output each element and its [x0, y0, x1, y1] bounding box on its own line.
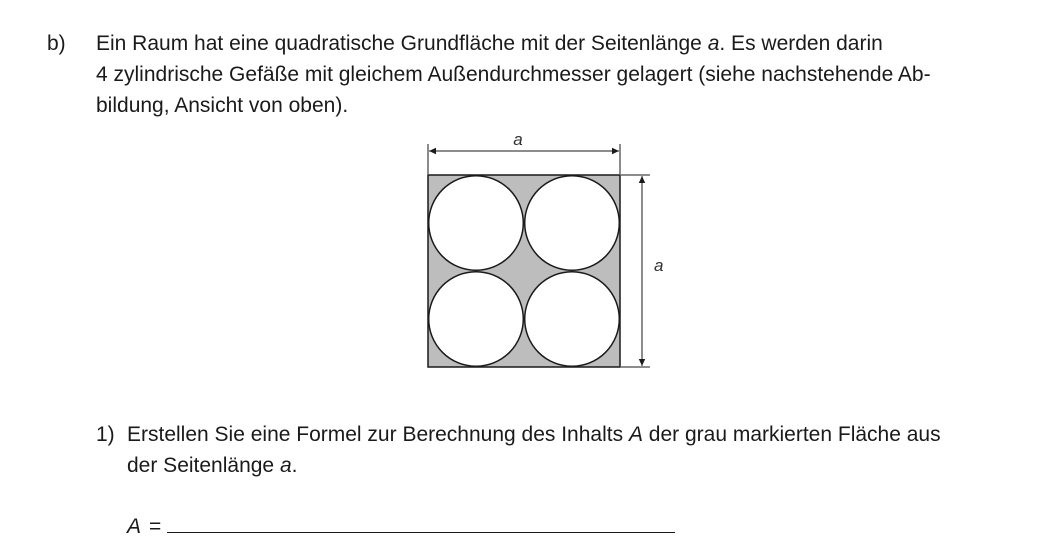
variable-a: a	[707, 32, 720, 55]
answer-row	[127, 510, 675, 542]
task-line-2-start: der Seitenlänge	[127, 454, 280, 477]
task-number: 1)	[96, 423, 115, 446]
task-line-1-start: Erstellen Sie eine Formel zur Berechnung des Inhalts	[127, 423, 629, 446]
intro-line-1-end: . Es werden darin	[719, 32, 883, 55]
variable-a-2: a	[279, 454, 292, 477]
answer-variable: A	[127, 515, 142, 538]
task-line-2	[127, 450, 1007, 481]
intro-text	[96, 28, 996, 121]
answer-blank-line[interactable]	[167, 510, 675, 533]
circle-bottom-left	[429, 272, 524, 367]
right-dimension-label: a	[654, 256, 664, 275]
intro-line-1	[96, 28, 996, 59]
square-with-circles-figure	[410, 126, 680, 381]
circle-top-left	[429, 176, 524, 271]
variable-A: A	[628, 423, 643, 446]
intro-line-1-start: Ein Raum hat eine quadratische Grundfläche mit der Seitenlänge	[96, 32, 708, 55]
task-line-1-end: der grau markierten Fläche aus	[642, 423, 941, 446]
intro-line-2: 4 zylindrische Gefäße mit gleichem Außendurchmesser gelagert (siehe nachstehende Ab-	[96, 63, 931, 86]
task-line-2-end: .	[291, 454, 298, 477]
answer-equals: =	[149, 515, 162, 538]
circle-bottom-right	[525, 272, 620, 367]
task-line-1	[127, 419, 1007, 450]
part-label: b)	[47, 32, 66, 55]
top-dimension-label: a	[513, 130, 523, 149]
task-text	[127, 419, 1007, 481]
intro-line-3: bildung, Ansicht von oben).	[96, 94, 349, 117]
circle-top-right	[525, 176, 620, 271]
